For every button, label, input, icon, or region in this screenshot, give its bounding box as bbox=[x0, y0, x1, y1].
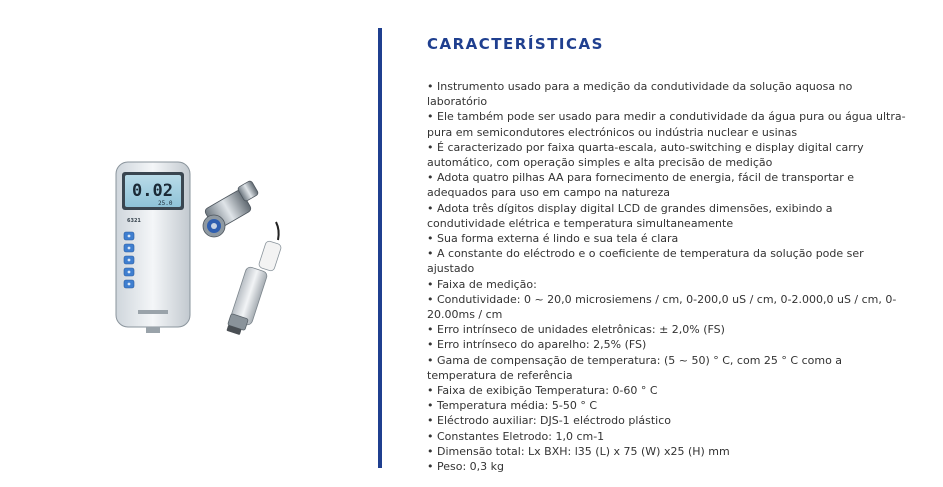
feature-item: • Sua forma externa é lindo e sua tela é clara bbox=[427, 231, 912, 246]
feature-item: • Gama de compensação de temperatura: (5 ~ 50) ° C, com 25 ° C como a temperatura de referência bbox=[427, 353, 912, 383]
product-image bbox=[110, 150, 325, 340]
svg-text:25.0: 25.0 bbox=[158, 200, 173, 207]
feature-item: • Dimensão total: Lx BXH: l35 (L) x 75 (W) x25 (H) mm bbox=[427, 444, 912, 459]
characteristics-section bbox=[427, 34, 912, 474]
conductivity-meter bbox=[116, 162, 190, 333]
feature-item: • Constantes Eletrodo: 1,0 cm-1 bbox=[427, 429, 912, 444]
feature-item: • Faixa de exibição Temperatura: 0-60 ° C bbox=[427, 383, 912, 398]
feature-item: • Instrumento usado para a medição da condutividade da solução aquosa no laboratório bbox=[427, 79, 912, 109]
feature-item: • Ele também pode ser usado para medir a condutividade da água pura ou água ultra-pura em semicondutores electrónicos ou indústria nuclear e usinas bbox=[427, 109, 912, 139]
electrode-probe bbox=[226, 240, 282, 335]
feature-item: • Adota três dígitos display digital LCD de grandes dimensões, exibindo a condutividade elétrica e temperatura simultaneamente bbox=[427, 201, 912, 231]
feature-item: • Condutividade: 0 ~ 20,0 microsiemens / cm, 0-200,0 uS / cm, 0-2.000,0 uS / cm, 0-20.00ms / cm bbox=[427, 292, 912, 322]
feature-item: • A constante do eléctrodo e o coeficiente de temperatura da solução pode ser ajustado bbox=[427, 246, 912, 276]
feature-item: • Eléctrodo auxiliar: DJS-1 eléctrodo plástico bbox=[427, 413, 912, 428]
feature-item: • É caracterizado por faixa quarta-escala, auto-switching e display digital carry automático, com operação simples e alta precisão de medição bbox=[427, 140, 912, 170]
feature-item: • Faixa de medição: bbox=[427, 277, 912, 292]
feature-item: • Erro intrínseco de unidades eletrônicas: ± 2,0% (FS) bbox=[427, 322, 912, 337]
section-title: CARACTERÍSTICAS bbox=[427, 35, 604, 53]
feature-list bbox=[427, 79, 912, 474]
feature-item: • Adota quatro pilhas AA para fornecimento de energia, fácil de transportar e adequados para uso em campo na natureza bbox=[427, 170, 912, 200]
feature-item: • Temperatura média: 5-50 ° C bbox=[427, 398, 912, 413]
vertical-divider bbox=[378, 28, 382, 468]
feature-item: • Peso: 0,3 kg bbox=[427, 459, 912, 474]
feature-item: • Erro intrínseco do aparelho: 2,5% (FS) bbox=[427, 337, 912, 352]
electrode-connector bbox=[203, 180, 259, 237]
meter-model-label: 6321 bbox=[127, 218, 141, 224]
svg-text:0.02: 0.02 bbox=[132, 181, 173, 201]
electrode-cable bbox=[276, 222, 279, 240]
